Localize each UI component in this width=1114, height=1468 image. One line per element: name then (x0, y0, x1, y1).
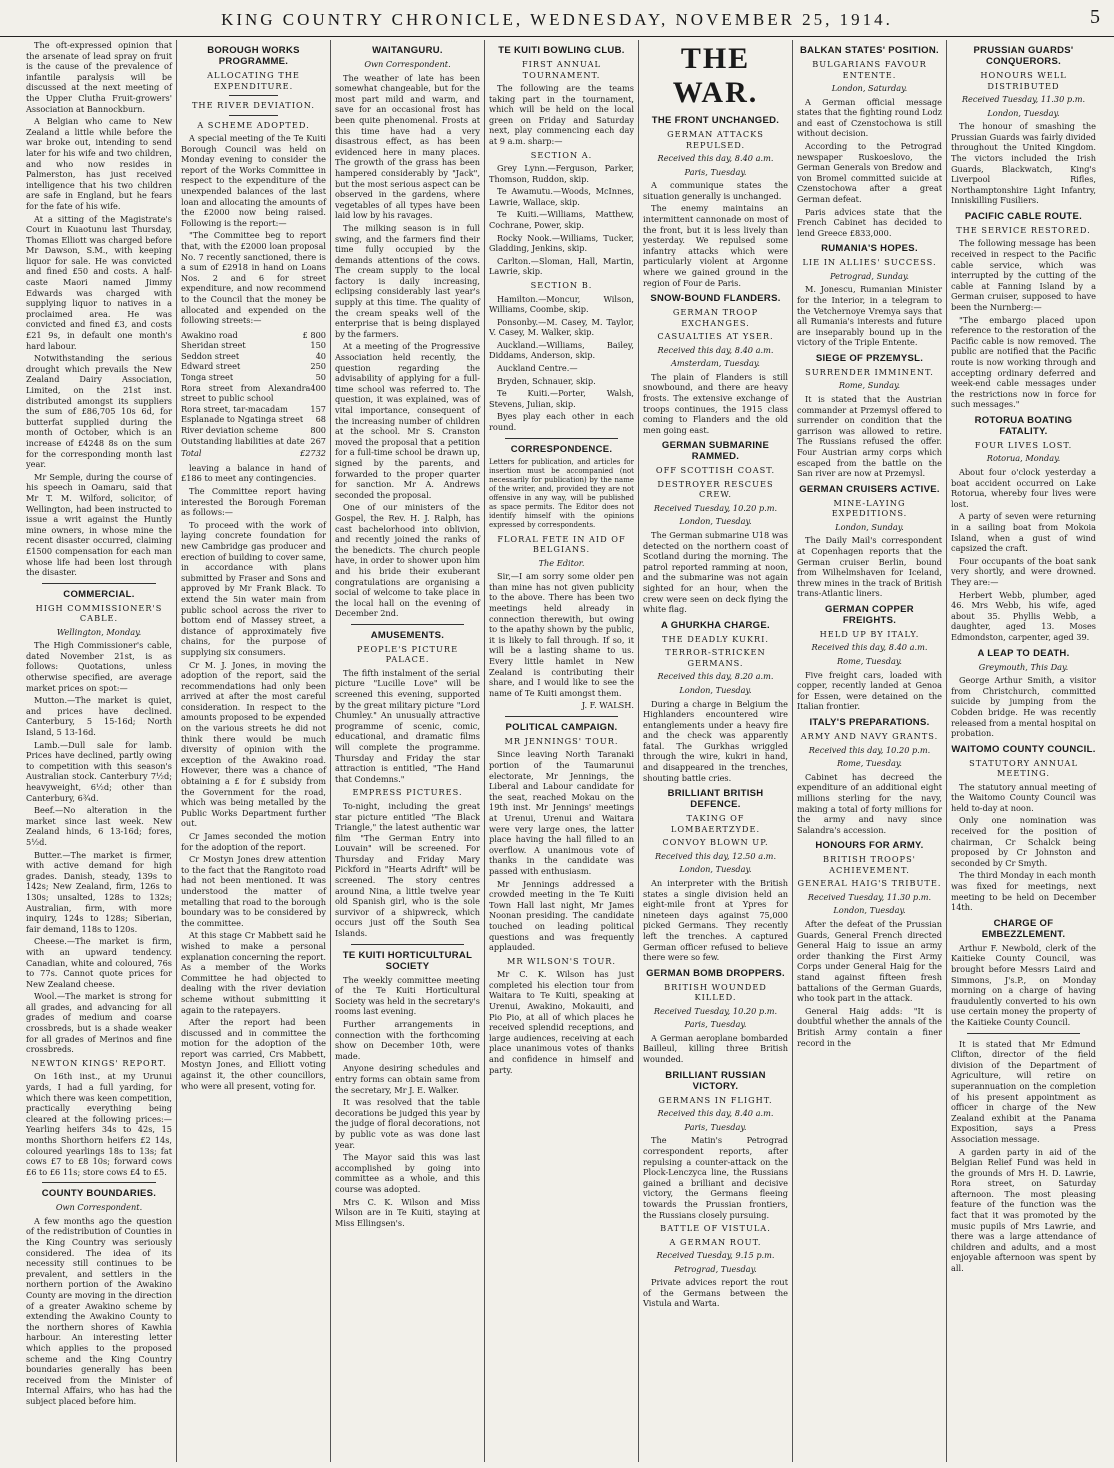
article-paragraph: The Daily Mail's correspondent at Copenhagen reports that the German cruiser Berlin, bound from Wilhelmshaven for Iceland, threw mines in the track of British trans-Atlantic liners. (797, 535, 942, 599)
dateline: Petrograd, Sunday. (829, 270, 910, 281)
article-paragraph: At a sitting of the Magistrate's Court in Kuaotunu last Thursday, Thomas Elliott was charged before Mr Dawson, S.M., with keeping liquor for sale. He was convicted and fined £50 and costs. A half-caste Maori named Jimmy Edwards was charged with supplying liquor to natives in a proclaimed area. He was convicted and fined £3, and costs £21 9s, in default one month's hard labour. (26, 213, 172, 351)
subheading: BULGARIANS FAVOUR ENTENTE. (812, 59, 927, 80)
article-paragraph: It was resolved that the table decorations be judged this year by the judge of floral decorations, not by public vote as was done last year. (335, 1097, 480, 1150)
dateline: Paris, Tuesday. (684, 166, 747, 177)
headline: SIEGE OF PRZEMYSL. (815, 352, 924, 364)
masthead (0, 0, 1114, 37)
subheading: GERMAN TROOP EXCHANGES. (672, 307, 759, 328)
article-paragraph: George Arthur Smith, a visitor from Christchurch, committed suicide by jumping from the Cobden bridge. He was recently released from a mental hospital on probation. (951, 675, 1096, 739)
article-paragraph: Notwithstanding the serious drought which prevails the New Zealand Dairy Association, Limited, on the 21st inst. distributed amongst its suppliers the sum of £86,705 10s 6d, for butterfat supplied during the month of October, which is an increase of £4248 8s on the sum for the corresponding month last year. (26, 353, 172, 470)
article-paragraph: Sir,—I am sorry some older pen than mine has not given publicity to the above. There has been two meetings held already in connection therewith, but owing to the apathy shown by the public, it is likely to fall through. If so, it will be a lasting shame to us. Every little hamlet in New Zealand is contributing their share, and I would like to see the name of Te Kuiti amongst them. (489, 571, 634, 698)
subheading: OFF SCOTTISH COAST. (655, 465, 776, 476)
subheading: THE RIVER DEVIATION. (191, 100, 316, 110)
dateline: London, Tuesday. (679, 516, 752, 527)
subheading: CONVOY BLOWN UP. (662, 837, 769, 848)
page-number: 5 (1090, 6, 1100, 28)
dateline: Rome, Tuesday. (837, 758, 902, 769)
article-paragraph: Cheese.—The market is firm, with an upward tendency. Canadian, white and coloured, 76s to 77s. Cannot quote prices for New Zealand cheese. (26, 936, 172, 989)
headline-county-boundaries: COUNTY BOUNDARIES. (41, 1188, 157, 1200)
subheading: BRITISH WOUNDED KILLED. (664, 981, 767, 1003)
dateline: London, Sunday. (835, 521, 904, 532)
headline-the-war: THE WAR. (672, 42, 759, 109)
article-paragraph: M. Jonescu, Rumanian Minister for the Interior, in a telegram to the Vetchernoye Vremya says that all Rumania's interests and future are inseparably bound up in the victory of the Triple Entente. (797, 284, 942, 348)
article-paragraph: The Matin's Petrograd correspondent reports, after repulsing a counter-attack on the Plock-Lenczyca line, the Russians gained a brilliant and decisive victory, the Germans fleeing towards the Prussian frontiers, the Russians closely pursuing. (643, 1135, 788, 1220)
article-paragraph: The weekly committee meeting of the Te Kuiti Horticultural Society was held in the secretary's rooms last evening. (335, 974, 480, 1017)
article-paragraph: A few months ago the question of the redistribution of Counties in the King Country was seriously considered. The idea of its necessity still continues to be prevalent, and settlers in the northern portion of the Awakino County are moving in the direction of a greater Awakino scheme by extending the Awakino County to the northern shores of Kawhia harbour. An interesting letter which applies to the proposed scheme and the King Country boundaries generally has been received from the Minister of Internal Affairs, who has had the subject placed before him. (26, 1215, 172, 1406)
column-1 (22, 40, 176, 1462)
subheading: MR WILSON'S TOUR. (506, 955, 617, 966)
article-paragraph: Mr Semple, during the course of his speech in Oamaru, said that Mr T. M. Wilford, solicitor, of Wellington, had been instructed to issue a writ against the Huntly mine owners, in whose mine the recent disaster occurred, claiming £1500 compensation for each man whose life had been lost through the disaster. (26, 471, 172, 578)
article-paragraph: The German submarine U18 was detected on the northern coast of Scotland during the morning. The patrol reported ramming at noon, and the submarine was not again sighted for an hour, when the crew were seen on deck flying the white flag. (643, 530, 788, 615)
article-paragraph: After the defeat of the Prussian Guards, General French directed General Haig to issue an army order thanking the First Army Corps under General Haig for the stand against fifteen fresh battalions of the German Guards, who took part in the attack. (797, 918, 942, 1004)
column-3 (330, 40, 484, 1462)
dateline: Petrograd, Tuesday. (674, 1263, 757, 1274)
article-paragraph: Butter.—The market is firmer, with active demand for high grades. Danish, steady, 139s to 142s; New Zealand, firm, 126s to 130s; unsalted, 128s to 132s; Australian, firm, with more inquiry, 124s to 128s; Siberian, fair demand, 118s to 120s. (26, 849, 172, 934)
columns (22, 40, 1102, 1462)
divider (505, 716, 618, 717)
article-paragraph: The third Monday in each month was fixed for meetings, next meeting to be held on December 14th. (951, 870, 1096, 913)
article-paragraph: The High Commissioner's cable, dated November 21st, is as follows: Quotations, unless otherwise specified, are average market prices on spot:— (26, 640, 172, 693)
article-paragraph: On 16th inst., at my Urunui yards, I had a full yarding, for which there was keen competition, practically everything being cleared at the following prices:—Yearling heifers 34s to 42s, 15 months Shorthorn heifers £2 14s, coloured yearlings 18s to 13s; fat cows £7 to £8 10s; forward cows £6 to £6 11s; store cows £4 to £5. (26, 1071, 172, 1177)
headline: ROTORUA BOATING FATALITY. (974, 414, 1073, 437)
divider (505, 438, 618, 439)
dateline: London, Tuesday. (679, 684, 752, 695)
article-paragraph: Carlton.—Sloman, Hall, Martin, Lawrie, skip. (489, 255, 634, 277)
article-paragraph: Lamb.—Dull sale for lamb. Prices have declined, partly owing to competition with this season's Australian stock. Canterbury 7½d; heavyweight, 6½d; other than Canterbury, 6¾d. (26, 739, 172, 803)
subheading: A SCHEME ADOPTED. (197, 119, 310, 130)
subheading: FLORAL FETE IN AID OF BELGIANS. (497, 533, 626, 555)
article-paragraph: At a meeting of the Progressive Association held recently, the question regarding the advisability of applying for a full-time school was referred to. The question, it was explained, was of vital importance, consequent of the increasing number of children at the school. Mr S. Cranston moved the proposal that a petition for a full-time school be drawn up, signed by the parents, and forwarded to the proper quarter for sanction. Mr A. Andrews seconded the proposal. (335, 341, 480, 500)
divider (229, 115, 278, 116)
article-paragraph: Grey Lynn.—Ferguson, Parker, Thomson, Ruddon, skip. (489, 163, 634, 184)
received-line: Received this day, 8.40 a.m. (657, 153, 774, 163)
subheading: HIGH COMMISSIONER'S CABLE. (35, 602, 163, 624)
article-paragraph: Anyone desiring schedules and entry forms can obtain same from the secretary, Mr J. E. Walker. (335, 1063, 480, 1095)
article-paragraph: Te Awamutu.—Woods, McInnes, Lawrie, Wallace, skip. (489, 186, 634, 207)
article-paragraph: Mrs C. K. Wilson and Miss Wilson are in Te Kuiti, staying at Miss Ellingsen's. (335, 1196, 480, 1228)
subheading: HELD UP BY ITALY. (819, 628, 920, 639)
headline-commercial: COMMERCIAL. (63, 588, 135, 600)
list-item: Sheridan street 150 (181, 340, 326, 351)
article-paragraph: A German aeroplane bombarded Bailleul, killing three British wounded. (643, 1032, 788, 1065)
headline: SNOW-BOUND FLANDERS. (650, 293, 781, 305)
list-item: Awakino road £ 800 (181, 329, 326, 340)
article-paragraph: After the report had been discussed and in committee the motion for the adoption of the report was carried, Crs Mabbett, Mostyn Jones, and Elliott voting against it, the other councillors, who were all present, voting for. (181, 1017, 326, 1091)
article-paragraph: Ponsonby.—M. Casey, M. Taylor, V. Casey, M. Walker, skip. (489, 316, 634, 338)
byline: Own Correspondent. (55, 1202, 143, 1213)
article-paragraph: The statutory annual meeting of the Waitomo County Council was held to-day at noon. (951, 781, 1096, 813)
headline: HONOURS FOR ARMY. (815, 840, 924, 852)
article-paragraph: Four occupants of the boat sank very shortly, and were drowned. They are:— (951, 555, 1096, 587)
headline: GERMAN CRUISERS ACTIVE. (799, 483, 940, 495)
divider (42, 583, 156, 584)
column-2 (176, 40, 330, 1462)
article-paragraph: Since leaving North Taranaki portion of the Taumarunui electorate, Mr Jennings, the Liberal and Labour candidate for the seat, reached Mokau on the 19th inst. Mr Jennings' meetings at Urenui, Urenui and Waitara were very large ones, the latter place having the hall filled to an overflow. A unanimous vote of thanks in the candidate was passed with enthusiasm. (489, 749, 634, 876)
list-item: Tonga street 50 (181, 372, 326, 383)
headline: CHARGE OF EMBEZZLEMENT. (981, 917, 1066, 940)
article-paragraph: The fifth instalment of the serial picture "Lucille Love" will be screened this evening, supported by the great military picture "Lord Chumley." An unusually attractive programme of scenic, comic, educational, and dramatic films will complete the programme. Thursday and Friday the star attraction is entitled, "The Hand that Condemns." (335, 667, 480, 784)
subheading: FOUR LIVES LOST. (974, 439, 1073, 450)
received-line: Received Tuesday, 10.20 p.m. (653, 1005, 778, 1016)
subheading: ARMY AND NAVY GRANTS. (800, 731, 939, 742)
subheading: NEWTON KINGS' REPORT. (31, 1057, 167, 1068)
article-paragraph: Auckland.—Williams, Bailey, Diddams, Anderson, skip. (489, 339, 634, 361)
dateline: Rotorua, Monday. (986, 453, 1061, 464)
article-paragraph: The enemy maintains an intermittent cannonade on most of the front, but it is less lively than yesterday. We repulsed some infantry attacks which were particularly violent at Argonne where we gained ground in the region of Four de Paris. (643, 203, 788, 288)
headline: WAITOMO COUNTY COUNCIL. (951, 743, 1096, 755)
article-paragraph: Private advices report the rout of the Germans between the Vistula and Warta. (643, 1277, 788, 1309)
dateline: London, Tuesday. (679, 864, 752, 875)
article-paragraph: An interpreter with the British states a single division held an eight-mile front at Ypres for nineteen days against 75,000 picked Germans. They recently left the trenches. A captured German officer refused to believe there were so few. (643, 877, 788, 963)
article-paragraph: The honour of smashing the Prussian Guards was fairly divided throughout the United Kingdom. The victors included the Irish Guards, Blackwatch, King's Liverpool Rifles, Northamptonshire Light Infantry, Inniskilling Fusiliers. (951, 121, 1096, 206)
article-paragraph: The Mayor said this was last accomplished by going into committee as a whole, and this course was adopted. (335, 1152, 480, 1194)
dateline: Paris, Tuesday. (684, 1019, 747, 1030)
subheading: MR JENNINGS' TOUR. (504, 735, 619, 746)
subheading: THE DEADLY KUKRI. (662, 633, 769, 644)
dateline: Rome, Tuesday. (837, 656, 902, 667)
subheading: HONOURS WELL DISTRIBUTED (980, 70, 1067, 91)
headline: RUMANIA'S HOPES. (821, 243, 918, 255)
headline-bowling-club: TE KUITI BOWLING CLUB. (498, 45, 625, 56)
subheading: CASUALTIES AT YSER. (657, 331, 774, 342)
list-total: Total £2732 (181, 448, 326, 459)
expenditure-list (181, 330, 326, 459)
article-paragraph: At this stage Cr Mabbett said he wished to make a personal explanation concerning the report. As a member of the Works Committee he had objected to dealing with the river deviation scheme without submitting it again to the ratepayers. (181, 930, 326, 1015)
salutation: The Editor. (538, 557, 585, 568)
article-paragraph: It is stated that Mr Edmund Clifton, director of the field division of the Department of Agriculture, will retire on superannuation on the completion of his present appointment as officer in charge of the New Zealand exhibit at the Panama Exposition, says a Press Association message. (951, 1038, 1096, 1144)
headline: GERMAN COPPER FREIGHTS. (825, 603, 914, 626)
received-line: Received this day, 12.50 a.m. (654, 850, 777, 861)
headline-political-campaign: POLITICAL CAMPAIGN. (505, 721, 618, 733)
subheading: LIE IN ALLIES' SUCCESS. (802, 257, 937, 268)
subheading: DESTROYER RESCUES CREW. (657, 478, 774, 500)
article-paragraph: Rocky Nook.—Williams, Tucker, Gladding, Jenkins, skip. (489, 232, 634, 254)
headline: THE FRONT UNCHANGED. (651, 115, 780, 126)
article-paragraph: A Belgian who came to New Zealand a little while before the war broke out, intending to send later for his wife and two children, and who now resides in Palmerston, has just received intelligence that his two children are safe in England, but he fears for the fate of his wife. (26, 116, 172, 211)
received-line: Received this day, 8.40 a.m. (657, 1108, 774, 1119)
article-paragraph: Cr Mostyn Jones drew attention to the fact that the Rangitoto road had not been mentioned. It was understood the matter of metalling that road to the borough boundary was to be considered by the committee. (181, 854, 326, 928)
article-paragraph: A German official message states that the fighting round Lodz and east of Czenstochowa is still without decision. (797, 96, 942, 139)
article-paragraph: Hamilton.—Moncur, Wilson, Williams, Coombe, skip. (489, 293, 634, 315)
article-paragraph: A party of seven were returning in a sailing boat from Mokoia Island, when a gust of wind capsized the craft. (951, 511, 1096, 554)
article-paragraph: About four o'clock yesterday a boat accident occurred on Lake Rotorua, whereby four lives were lost. (951, 467, 1096, 509)
list-item: Outstanding liabilities at date 267 (181, 435, 326, 446)
list-item: Edward street 250 (181, 361, 326, 372)
subheading: PEOPLE'S PICTURE PALACE. (356, 643, 459, 665)
article-paragraph: A garden party in aid of the Belgian Relief Fund was held in the grounds of Mrs H. D. Lawrie, Rora street, on Saturday afternoon. The most pleasing feature of the function was the fact that it was promoted by the music pupils of Mrs Lawrie, and there was a large attendance of children and adults, and a most enjoyable afternoon was spent by all. (951, 1146, 1096, 1274)
received-line: Received Tuesday, 9.15 p.m. (656, 1250, 775, 1261)
article-paragraph: Wool.—The market is strong for all grades, and advancing for all grades of medium and coarse crossbreds, but is a shade weaker for all grades of Merinos and fine crossbreds. (26, 991, 172, 1055)
divider (42, 1182, 156, 1183)
article-paragraph: One of our ministers of the Gospel, the Rev. H. J. Ralph, has cast bachelorhood into oblivion, and recently joined the ranks of the benedicts. The church people have, in order to shower upon him and his bride their exuberant congratulations are organising a social of welcome to take place in the local hall on the evening of December 2nd. (335, 502, 480, 619)
received-line: Received this day, 8.20 a.m. (657, 671, 774, 682)
article-paragraph: Cabinet has decreed the expenditure of an additional eight millions sterling for the navy, making a total of forty millions for the army and navy since Salandra's accession. (797, 771, 942, 835)
article-paragraph: The Committee report having interested the Borough Foreman as follows:— (181, 486, 326, 518)
article-paragraph: "The Committee beg to report that, with the £2000 loan proposal No. 7 recently sanctioned, there is a sum of £2918 in hand on Loans Nos. 2 and 6 for street expenditure, and now recommend to the Council that the money be allocated and expended on the following streets:— (181, 230, 326, 326)
subheading: FIRST ANNUAL TOURNAMENT. (522, 59, 601, 80)
dateline: Paris, Tuesday. (684, 1121, 747, 1132)
article-paragraph: Five freight cars, loaded with copper, recently landed at Genoa for Essen, were detained on the Italian frontier. (797, 669, 942, 712)
divider (351, 624, 464, 625)
article-paragraph: To-night, including the great star picture entitled "The Black Triangle," the latest authentic war film "The German Entry into Louvain" will be screened. For Thursday and Friday Mary Pickford in "Hearts Adrift" will be screened. The story centres around Nina, a little twelve year old Spanish girl, who is the sole survivor of a shipwreck, which occurs just off the South Sea Islands. (335, 800, 480, 939)
headline: BRILLIANT BRITISH DEFENCE. (667, 788, 764, 811)
headline: GERMAN BOMB DROPPERS. (646, 967, 785, 979)
subheading: TAKING OF LOMBAERTZYDE. (670, 813, 761, 834)
subheading: GENERAL HAIG'S TRIBUTE. (797, 878, 942, 889)
article-paragraph: Mr C. K. Wilson has just completed his election tour from Waitara to Te Kuiti, speaking at Urenui, Awakino, Mokauiti, and Pio Pio, at all of which places he received splendid receptions, and large audiences, receiving at each place unanimous votes of thanks and confidence in himself and party. (489, 969, 634, 1075)
article-paragraph: The following are the teams taking part in the tournament, which will be held on the local green on Friday and Saturday next, play commencing each day at 9 a.m. sharp:— (489, 83, 634, 146)
article-paragraph: Te Kuiti.—Williams, Matthew, Cochrane, Power, skip. (489, 209, 634, 231)
article-paragraph: The weather of late has been somewhat changeable, but for the most part mild and warm, and save for an occasional frost has been quite phenomenal. Frosts at this time have had a very disastrous effect, as has been evidenced here in many places. The growth of the grass has been hampered considerably by "Jack", but the most serious aspect can be observed in the gardens, where vegetables of all types have been laid low by his ravages. (335, 72, 480, 221)
article-paragraph: Te Kuiti.—Porter, Walsh, Stevens, Julian, skip. (489, 388, 634, 409)
subheading: EMPRESS PICTURES. (352, 787, 463, 798)
headline-waitanguru: WAITANGURU. (372, 45, 443, 56)
received-line: Received Tuesday, 11.30 p.m. (807, 891, 932, 902)
article-paragraph: Byes play each other in each round. (489, 411, 634, 433)
received-line: Received this day, 8.40 a.m. (811, 642, 928, 653)
received-line: Received this day, 10.20 p.m. (808, 744, 931, 755)
headline: BRILLIANT RUSSIAN VICTORY. (665, 1069, 766, 1092)
article-paragraph: To proceed with the work of laying concrete foundation for new Cambridge gas producer and erection of building to cover same, in accordance with plans submitted by Fraser and Sons and approved by Mr Frank Black. To extend the 5in water main from public school across the river to bottom end of Massey street, a distance of approximately five chains, for the purpose of supplying six consumers. (181, 519, 326, 657)
subheading: THE SERVICE RESTORED. (956, 224, 1091, 235)
article-paragraph: Cr M. J. Jones, in moving the adoption of the report, said the recommendations had only been arrived at after the most careful consideration. In respect to the amounts proposed to be expended on the various streets he did not think there would be much diversity of opinion with the exception of the Awakino road. However, there was a chance of obtaining a £ for £ subsidy from the Government for the road, which was being metalled by the Public Works Department further out. (181, 659, 326, 829)
article-paragraph: The oft-expressed opinion that the arsenate of lead spray on fruit is the cause of the prevalence of infantile paralysis will be discussed at the next meeting of the Upper Clutha Fruit-growers' Association at Bannockburn. (26, 40, 172, 114)
editorial-notice: Letters for publication, and articles for insertion must be accompanied (not necessarily for publication) by the name of the writer, and, provided they are not offensive in any way, will be published as space permits. The Editor does not identify himself with the opinions expressed by correspondents. (489, 457, 634, 529)
article-paragraph: General Haig adds: "It is doubtful whether the annals of the British Army contain a finer record in the (797, 1005, 942, 1048)
subheading: BRITISH TROOPS' ACHIEVEMENT. (823, 854, 916, 875)
list-item: River deviation scheme 800 (181, 425, 326, 436)
list-item: Esplanade to Ngatinga street 68 (181, 414, 326, 425)
headline: BALKAN STATES' POSITION. (800, 45, 939, 56)
signature: J. F. WALSH. (581, 700, 634, 711)
article-paragraph: A special meeting of the Te Kuiti Borough Council was held on Monday evening to consider the report of the Works Committee in respect to the expenditure of the unexpended balances of the last loan and allocating the amounts of the £2000 now being raised. Following is the report:— (181, 133, 326, 228)
article-paragraph: Cr James seconded the motion for the adoption of the report. (181, 831, 326, 852)
article-paragraph: leaving a balance in hand of £186 to meet any contingencies. (181, 462, 326, 484)
subheading: SURRENDER IMMINENT. (805, 366, 934, 377)
received-line: Received Tuesday, 11.30 p.m. (961, 94, 1086, 104)
article-paragraph: During a charge in Belgium the Highlanders encountered wire entanglements under a heavy fire and the check was apparently fatal. The Gurkhas wriggled through the wire, kukri in hand, and disappeared in the trenches, shouting battle cries. (643, 698, 788, 783)
column-5 (638, 40, 792, 1462)
article-paragraph: Mr Jennings addressed a crowded meeting in the Te Kuiti Town Hall last night, Mr James Noonan presiding. The candidate touched on leading political questions and was frequently applauded. (489, 878, 634, 953)
list-item: Rora street from Alexandra street to public school 400 (181, 382, 326, 404)
dateline: Rome, Sunday. (838, 380, 901, 391)
article-paragraph: The milking season is in full swing, and the farmers find their time fully occupied by the demands attentions of the cows. The cream supply to the local factory is daily increasing, eclipsing considerably last year's supply at this time. The quality of the cream speaks well of the enterprise that is being displayed by the farmers. (335, 222, 480, 339)
article-paragraph: According to the Petrograd newspaper Ruskoeslovo, the German Generals von Bredow and von Bromel committed suicide at Czenstochowa after a great German defeat. (797, 140, 942, 204)
dateline: London, Tuesday. (987, 107, 1060, 118)
received-line: Received this day, 8.40 a.m. (657, 344, 774, 355)
list-item: Rora street, tar-macadam 157 (181, 403, 326, 414)
column-7 (946, 40, 1100, 1462)
article-paragraph: Auckland Centre.— (497, 363, 578, 374)
article-paragraph: Herbert Webb, plumber, aged 46. Mrs Webb, his wife, aged about 35. Phyllis Webb, a daughter, aged 13. Moses Edmondston, carpenter, aged 39. (951, 589, 1096, 642)
article-paragraph: The following message has been received in respect to the Pacific cable service, which was interrupted by the cutting of the cable at Fanning Island by a German cruiser, supposed to have been the Nurnberg:— (951, 238, 1096, 312)
subheading: SECTION B. (530, 280, 593, 290)
dateline: Greymouth, This Day. (978, 661, 1069, 672)
dateline: London, Tuesday. (833, 905, 906, 916)
article-paragraph: Paris advices state that the French Cabinet has decided to lend Greece £833,000. (797, 206, 942, 238)
subheading: GERMAN ATTACKS REPULSED. (667, 129, 764, 150)
dateline: Wellington, Monday. (56, 626, 142, 637)
received-line: Received Tuesday, 10.20 p.m. (653, 502, 778, 513)
article-paragraph: Arthur F. Newbold, clerk of the Kaitieke County Council, was brought before Messrs Laird and Simmons, J's.P., on Monday morning on a charge of having fraudulently converted to his own use certain money the property of the Kaitieke County Council. (951, 942, 1096, 1027)
article-paragraph: "The embargo placed upon reference to the restoration of the Pacific cable is now removed. The public are notified that the Pacific route is now working through and accepting ordinary deferred and week-end cable messages under the restrictions now in force for such messages." (951, 314, 1096, 410)
subheading: GERMANS IN FLIGHT. (658, 1094, 773, 1105)
headline: GERMAN SUBMARINE RAMMED. (661, 440, 770, 463)
headline: PRUSSIAN GUARDS' CONQUERORS. (973, 45, 1074, 67)
article-paragraph: Beef.—No alteration in the market since last week. New Zealand hinds, 6 13-16d; fores, 5½d. (26, 805, 172, 847)
dateline: Amsterdam, Tuesday. (670, 358, 761, 369)
article-paragraph: The plain of Flanders is still snowbound, and there are heavy frosts. The extensive exchange of troops continues, the 1915 class coming to Flanders and the old men going east. (643, 371, 788, 435)
byline: Own Correspondent. (364, 59, 451, 69)
masthead-title: KING COUNTRY CHRONICLE, WEDNESDAY, NOVEMBER 25, 1914. (221, 10, 893, 29)
headline: A GHURKHA CHARGE. (661, 619, 770, 631)
headline-correspondence: CORRESPONDENCE. (510, 443, 613, 455)
divider (229, 95, 278, 96)
subheading: MINE-LAYING EXPEDITIONS. (831, 497, 908, 519)
subheading: TERROR-STRICKEN GERMANS. (665, 647, 766, 668)
article-paragraph: Further arrangements in connection with the forthcoming show on December 10th, were made. (335, 1019, 480, 1061)
article-paragraph: A communique states the situation generally is unchanged. (643, 180, 788, 201)
dateline: London, Saturday. (831, 83, 908, 93)
article-paragraph: Only one nomination was received for the position of chairman, Cr Schalck being proposed by Cr Johnston and seconded by Cr Smyth. (951, 815, 1096, 868)
article-paragraph: Mutton.—The market is quiet, and prices have declined. Canterbury, 5 15-16d; North Island, 5 13-16d. (26, 695, 172, 738)
headline: PACIFIC CABLE ROUTE. (964, 210, 1083, 222)
divider (351, 944, 464, 945)
subheading: STATUTORY ANNUAL MEETING. (969, 757, 1078, 779)
subheading: ALLOCATING THE EXPENDITURE. (207, 70, 300, 91)
column-4 (484, 40, 638, 1462)
headline-borough-works: BOROUGH WORKS PROGRAMME. (207, 45, 300, 67)
article-paragraph: It is stated that the Austrian commander at Przemysl offered to surrender on condition that the garrison was allowed to retire. The Russians refused the offer. Four Austrian army corps which escaped from the battle on the San river are now at Przemysl. (797, 394, 942, 479)
column-6 (792, 40, 946, 1462)
list-item: Seddon street 40 (181, 350, 326, 361)
divider (967, 1033, 1080, 1034)
headline-amusements: AMUSEMENTS. (370, 629, 445, 641)
subheading: A GERMAN ROUT. (669, 1236, 762, 1247)
subheading: BATTLE OF VISTULA. (660, 1223, 771, 1234)
headline: ITALY'S PREPARATIONS. (809, 717, 930, 729)
article-paragraph: Bryden, Schnauer, skip. (497, 375, 596, 386)
subheading: SECTION A. (530, 149, 593, 160)
headline-horticultural: TE KUITI HORTICULTURAL SOCIETY (342, 949, 473, 972)
headline: A LEAP TO DEATH. (977, 647, 1070, 659)
